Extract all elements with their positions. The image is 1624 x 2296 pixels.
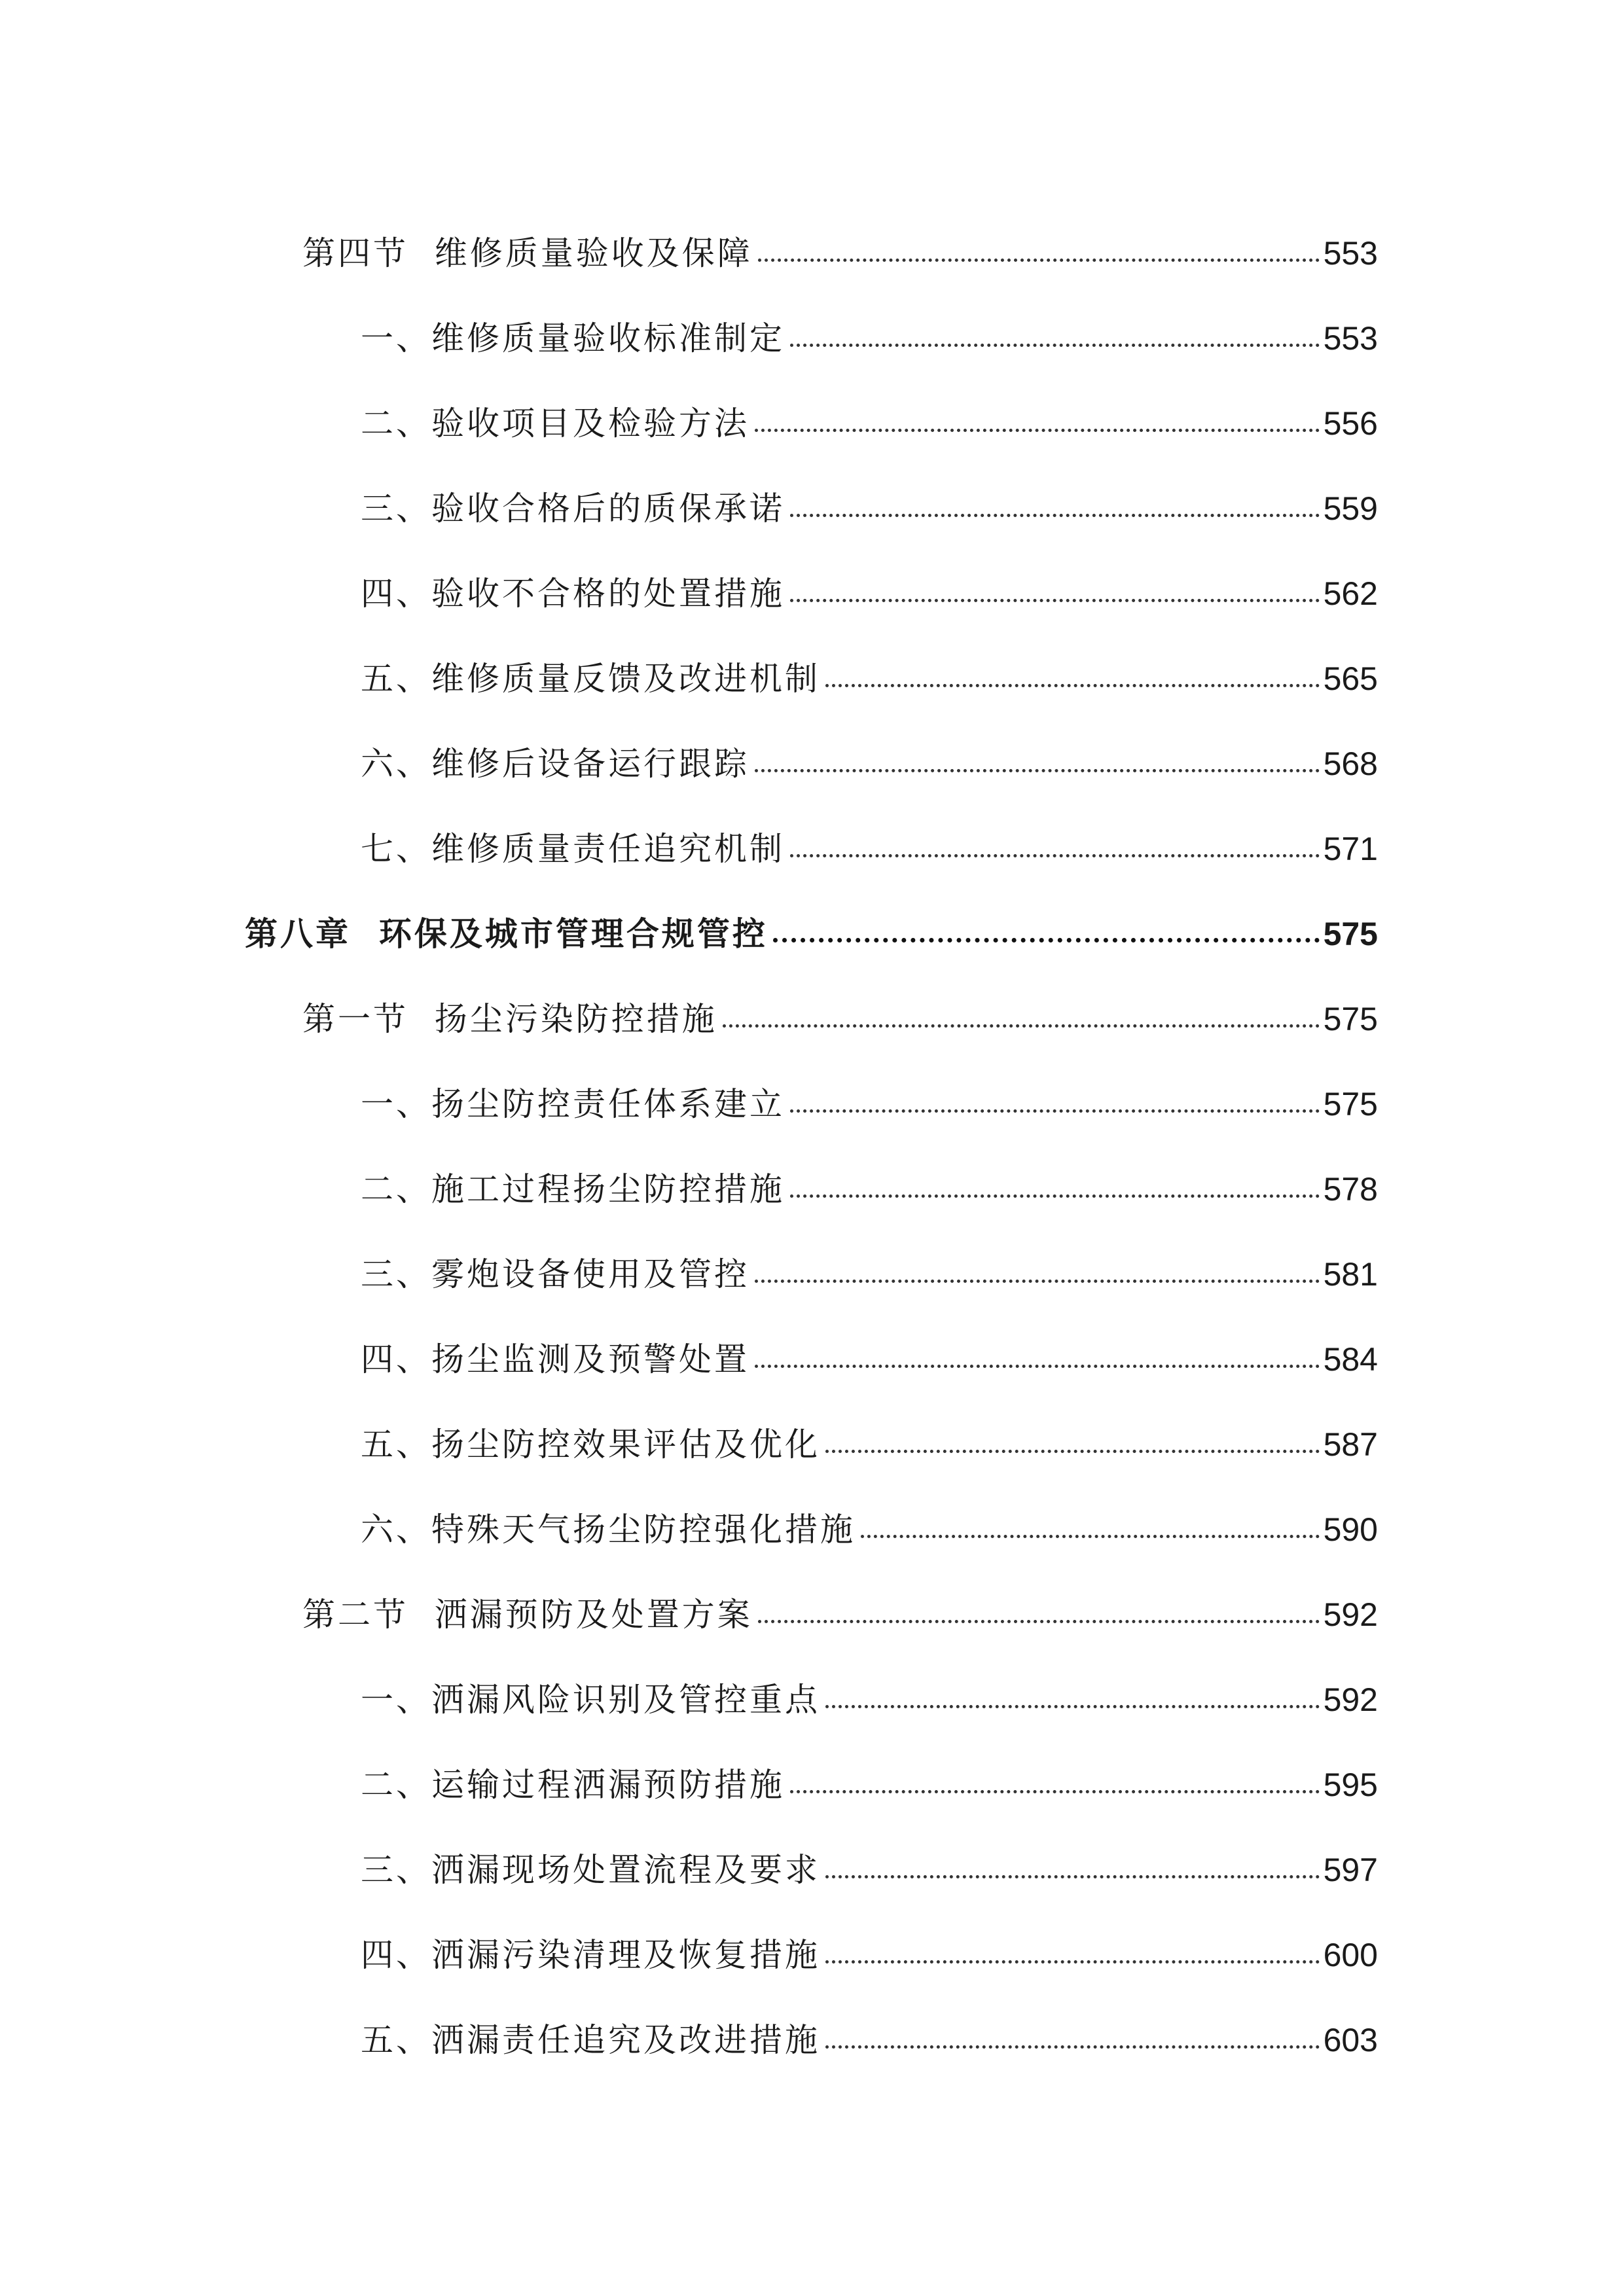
toc-item-entry[interactable] [0,634,1624,719]
toc-item-entry[interactable] [0,548,1624,634]
toc-item-entry[interactable] [0,1825,1624,1910]
dot-leader [790,344,1320,347]
toc-entry-title: 一、维修质量验收标准制定 [361,319,785,357]
toc-entry-title: 二、验收项目及检验方法 [361,404,749,442]
toc-entry-page: 578 [1323,1171,1378,1208]
toc-entry-page: 568 [1323,745,1378,782]
dot-leader [755,769,1320,772]
toc-item-entry[interactable] [0,1995,1624,2080]
dot-leader [790,514,1320,517]
toc-entry-page: 562 [1323,575,1378,612]
toc-entry-title: 七、维修质量责任追究机制 [361,830,785,868]
dot-leader [790,599,1320,602]
toc-entry-page: 592 [1323,1681,1378,1718]
dot-leader [825,1960,1320,1964]
toc-entry-page: 597 [1323,1852,1378,1888]
toc-entry-title: 第四节 维修质量验收及保障 [302,234,753,272]
toc-entry-page: 559 [1323,490,1378,527]
toc-item-entry[interactable] [0,1314,1624,1399]
dot-leader [790,854,1320,857]
toc-item-entry[interactable] [0,1484,1624,1570]
dot-leader [773,938,1320,942]
toc-item-entry[interactable] [0,1655,1624,1740]
toc-entry-title: 四、验收不合格的处置措施 [361,575,785,613]
toc-entry-title: 第一节 扬尘污染防控措施 [302,1000,717,1038]
table-of-contents [0,208,1624,2080]
toc-entry-title: 六、特殊天气扬尘防控强化措施 [361,1511,856,1549]
toc-entry-title: 五、维修质量反馈及改进机制 [361,660,820,698]
toc-entry-page: 575 [1323,1086,1378,1122]
toc-entry-title: 四、洒漏污染清理及恢复措施 [361,1936,820,1974]
toc-entry-title: 一、扬尘防控责任体系建立 [361,1085,785,1123]
dot-leader [861,1535,1320,1538]
toc-entry-page: 553 [1323,235,1378,272]
toc-entry-title: 三、雾炮设备使用及管控 [361,1255,749,1293]
dot-leader [755,429,1320,432]
toc-chapter-entry[interactable] [0,889,1624,974]
dot-leader [825,1450,1320,1453]
toc-item-entry[interactable] [0,463,1624,548]
dot-leader [790,1194,1320,1198]
dot-leader [825,684,1320,687]
toc-entry-page: 565 [1323,660,1378,697]
toc-item-entry[interactable] [0,1144,1624,1229]
toc-entry-title: 二、施工过程扬尘防控措施 [361,1170,785,1208]
toc-entry-title: 二、运输过程洒漏预防措施 [361,1766,785,1804]
dot-leader [790,1109,1320,1113]
toc-entry-page: 584 [1323,1341,1378,1378]
toc-item-entry[interactable] [0,293,1624,378]
dot-leader [790,1790,1320,1793]
toc-entry-page: 600 [1323,1937,1378,1973]
toc-entry-title: 六、维修后设备运行跟踪 [361,745,749,783]
toc-entry-title: 四、扬尘监测及预警处置 [361,1340,749,1378]
toc-entry-title: 第八章 环保及城市管理合规管控 [245,915,768,953]
toc-entry-title: 三、洒漏现场处置流程及要求 [361,1851,820,1889]
toc-section-entry[interactable] [0,974,1624,1059]
toc-entry-title: 五、扬尘防控效果评估及优化 [361,1426,820,1463]
toc-entry-page: 590 [1323,1511,1378,1548]
toc-item-entry[interactable] [0,719,1624,804]
toc-entry-page: 592 [1323,1596,1378,1633]
toc-entry-page: 603 [1323,2022,1378,2058]
dot-leader [825,1705,1320,1708]
toc-entry-page: 595 [1323,1767,1378,1803]
dot-leader [723,1024,1320,1028]
toc-entry-title: 五、洒漏责任追究及改进措施 [361,2021,820,2059]
toc-entry-page: 575 [1323,1001,1378,1037]
toc-entry-page: 581 [1323,1256,1378,1293]
toc-entry-page: 553 [1323,320,1378,357]
toc-item-entry[interactable] [0,1910,1624,1995]
dot-leader [825,2045,1320,2049]
toc-entry-title: 第二节 洒漏预防及处置方案 [302,1596,753,1634]
toc-entry-page: 556 [1323,405,1378,442]
toc-item-entry[interactable] [0,1740,1624,1825]
toc-item-entry[interactable] [0,1059,1624,1144]
dot-leader [758,1620,1320,1623]
dot-leader [825,1875,1320,1878]
toc-item-entry[interactable] [0,378,1624,463]
dot-leader [758,259,1320,262]
toc-entry-page: 575 [1323,916,1378,952]
toc-entry-page: 571 [1323,831,1378,867]
toc-item-entry[interactable] [0,804,1624,889]
dot-leader [755,1280,1320,1283]
toc-item-entry[interactable] [0,1229,1624,1314]
toc-section-entry[interactable] [0,208,1624,293]
toc-entry-title: 三、验收合格后的质保承诺 [361,490,785,528]
toc-section-entry[interactable] [0,1570,1624,1655]
toc-entry-page: 587 [1323,1426,1378,1463]
dot-leader [755,1365,1320,1368]
toc-entry-title: 一、洒漏风险识别及管控重点 [361,1681,820,1719]
toc-item-entry[interactable] [0,1399,1624,1484]
